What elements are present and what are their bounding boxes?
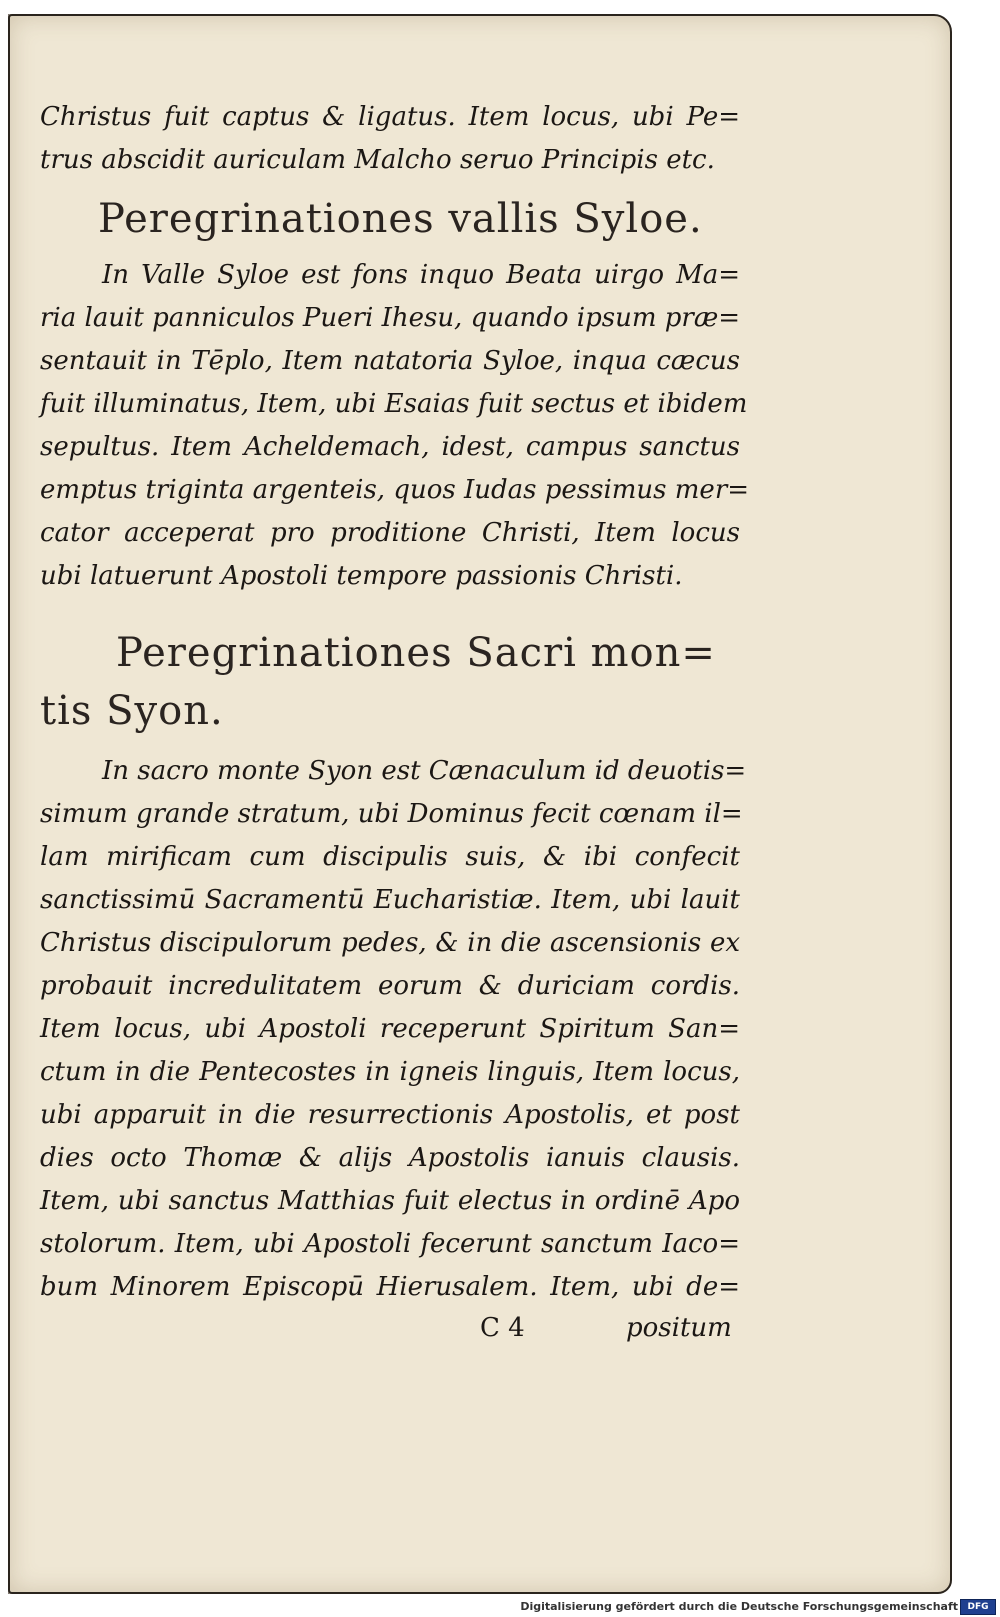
text-line: In Valle Syloe est fons inquo Beata uirgo Ma= — [102, 260, 740, 290]
text-line: In sacro monte Syon est Cænaculum id deuotis= — [102, 756, 747, 786]
signature-mark: C 4 — [480, 1313, 525, 1343]
text-line: stolorum. Item, ubi Apostoli fecerunt sanctum Iaco= — [40, 1229, 740, 1259]
page-footer — [40, 1313, 740, 1357]
catchword: positum — [626, 1313, 732, 1343]
text-line: Christus discipulorum pedes, & in die ascensionis ex — [40, 928, 740, 958]
text-line: sepultus. Item Acheldemach, idest, campus sanctus — [40, 432, 740, 462]
text-line: ria lauit panniculos Pueri Ihesu, quando ipsum præ= — [40, 303, 741, 333]
text-line: probauit incredulitatem eorum & duriciam cordis. — [40, 971, 740, 1001]
section-heading-syon-continued: tis Syon. — [40, 688, 224, 734]
text-line: bum Minorem Episcopū Hierusalem. Item, ubi de= — [40, 1272, 740, 1302]
section-heading-syon: Peregrinationes Sacri mon= — [116, 630, 716, 676]
text-line: Christus fuit captus & ligatus. Item locus, ubi Pe= — [40, 102, 740, 132]
text-line: Item, ubi sanctus Matthias fuit electus in ordinē Apo — [40, 1186, 740, 1216]
text-line: lam mirificam cum discipulis suis, & ibi confecit — [40, 842, 740, 872]
text-line: cator acceperat pro proditione Christi, Item locus — [40, 518, 740, 548]
text-line: emptus triginta argenteis, quos Iudas pessimus mer= — [40, 475, 750, 505]
text-line: sanctissimū Sacramentū Eucharistiæ. Item, ubi lauit — [40, 885, 740, 915]
text-line: ubi apparuit in die resurrectionis Apostolis, et post — [40, 1100, 740, 1130]
digitization-credit: Digitalisierung gefördert durch die Deutsche Forschungsgemeinschaft — [520, 1600, 958, 1613]
text-line: Item locus, ubi Apostoli receperunt Spiritum San= — [40, 1014, 740, 1044]
text-line: dies octo Thomæ & alijs Apostolis ianuis clausis. — [40, 1143, 740, 1173]
text-line: fuit illuminatus, Item, ubi Esaias fuit sectus et ibidem — [40, 389, 748, 419]
page-text — [40, 96, 750, 1357]
text-line: ctum in die Pentecostes in igneis linguis, Item locus, — [40, 1057, 740, 1087]
text-line: sentauit in Tēplo, Item natatoria Syloe, inqua cæcus — [40, 346, 740, 376]
dfg-logo[interactable]: DFG — [960, 1599, 996, 1615]
text-line: simum grande stratum, ubi Dominus fecit cœnam il= — [40, 799, 743, 829]
text-line: trus abscidit auriculam Malcho seruo Principis etc. — [40, 145, 715, 175]
text-line: ubi latuerunt Apostoli tempore passionis Christi. — [40, 561, 683, 591]
section-heading-syloe: Peregrinationes vallis Syloe. — [98, 196, 703, 242]
